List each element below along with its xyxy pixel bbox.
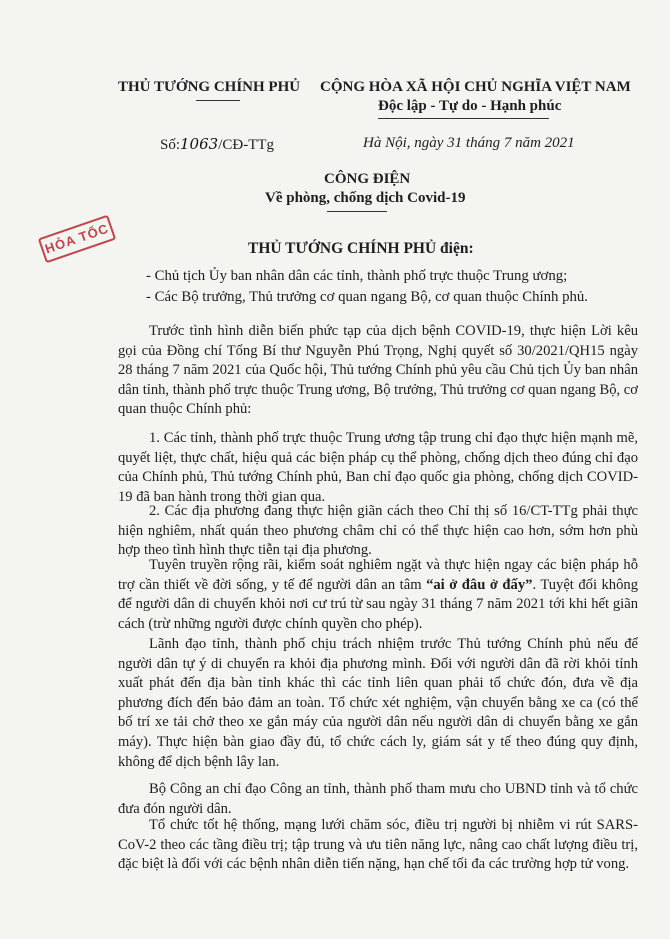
item-1-paragraph: 1. Các tỉnh, thành phố trực thuộc Trung ương tập trung chỉ đạo thực hiện mạnh mẽ, quyết liệt, thực chất, hiệu quả các biện pháp cụ thể phòng, chống dịch theo đúng chỉ đạo của Chính phủ, Thủ tướng Chính phủ, Ban chỉ đạo quốc gia phòng, chống dịch COVID-19 đã ban hành trong thời gian qua. (118, 430, 638, 505)
treatment-paragraph: Tổ chức tốt hệ thống, mạng lưới chăm sóc, điều trị người bị nhiễm vi rút SARS-CoV-2 theo các tầng điều trị; tập trung và ưu tiên năng lực, nâng cao chất lượng điều trị, đặc biệt là đối với các bệnh nhân diễn tiến nặng, hạn chế tối đa các trường hợp tử vong. (118, 817, 638, 873)
item-2-paragraph: 2. Các địa phương đang thực hiện giãn cách theo Chỉ thị số 16/CT-TTg phải thực hiện nghiêm, nhất quán theo phương châm chỉ có thể thực hiện cao hơn, sớm hơn phù hợp theo tình hình thực tiễn tại địa phương. (118, 503, 638, 559)
stay-put-text-b: . Tuyệt đối không để người dân di chuyển khỏi nơi cư trú từ sau ngày 31 tháng 7 năm 2021 tới khi hết giãn cách (trừ những người được chính quyền cho phép). (118, 576, 638, 632)
document-type: CÔNG ĐIỆN (324, 171, 411, 187)
recipient-1: - Chủ tịch Ủy ban nhân dân các tỉnh, thành phố trực thuộc Trung ương; (146, 268, 568, 284)
place-date: Hà Nội, ngày 31 tháng 7 năm 2021 (363, 135, 575, 151)
responsibility-paragraph: Lãnh đạo tỉnh, thành phố chịu trách nhiệm trước Thủ tướng Chính phủ nếu để người dân tự ý di chuyển ra khỏi địa phương mình. Đối với người dân đã rời khỏi tỉnh xuất phát đến địa bàn tỉnh khác thì các tỉnh liên quan phải tổ chức đón, đưa về địa phương đích đến bảo đảm an toàn. Tổ chức xét nghiệm, vận chuyển bằng xe ca (có thể bố trí xe tải chở theo xe gắn máy của người dân nếu người dân di chuyển bằng xe gắn máy). Thực hiện bàn giao đầy đủ, tổ chức cách ly, giám sát y tế theo đúng quy định, không để dịch bệnh lây lan. (118, 636, 638, 770)
intro-paragraph: Trước tình hình diễn biến phức tạp của dịch bệnh COVID-19, thực hiện Lời kêu gọi của Đồng chí Tổng Bí thư Nguyễn Phú Trọng, Nghị quyết số 30/2021/QH15 ngày 28 tháng 7 năm 2021 của Quốc hội, Thủ tướng Chính phủ yêu cầu Chủ tịch Ủy ban nhân dân tỉnh, thành phố trực thuộc Trung ương, Bộ trưởng, Thủ trưởng cơ quan ngang Bộ, cơ quan thuộc Chính phủ: (118, 323, 638, 418)
agency-underline (196, 100, 240, 101)
subject-underline (327, 211, 387, 212)
document-subject: Về phòng, chống dịch Covid-19 (265, 190, 466, 206)
sender-line: THỦ TƯỚNG CHÍNH PHỦ điện: (248, 240, 474, 257)
stay-put-slogan: “ai ở đâu ở đấy” (426, 576, 533, 593)
stay-put-paragraph (118, 556, 638, 634)
police-paragraph: Bộ Công an chỉ đạo Công an tỉnh, thành phố tham mưu cho UBND tỉnh và tổ chức đưa đón người dân. (118, 781, 638, 817)
issuing-agency: THỦ TƯỚNG CHÍNH PHỦ (118, 79, 301, 95)
handwritten-number: 1063 (180, 135, 219, 153)
stay-put-text-a: Tuyên truyền rộng rãi, kiểm soát nghiêm ngặt và thực hiện ngay các biện pháp hỗ trợ cần thiết về đời sống, y tế để người dân an tâm (118, 557, 638, 593)
nation-name: CỘNG HÒA XÃ HỘI CHỦ NGHĨA VIỆT NAM (320, 79, 631, 95)
recipient-2: - Các Bộ trưởng, Thủ trưởng cơ quan ngang Bộ, cơ quan thuộc Chính phủ. (146, 289, 588, 305)
number-suffix: /CĐ-TTg (218, 137, 275, 153)
document-number (160, 135, 274, 154)
motto-underline (378, 118, 549, 119)
number-prefix: Số: (160, 137, 181, 153)
urgent-stamp: HỎA TỐC (38, 215, 116, 264)
nation-motto: Độc lập - Tự do - Hạnh phúc (378, 98, 562, 114)
